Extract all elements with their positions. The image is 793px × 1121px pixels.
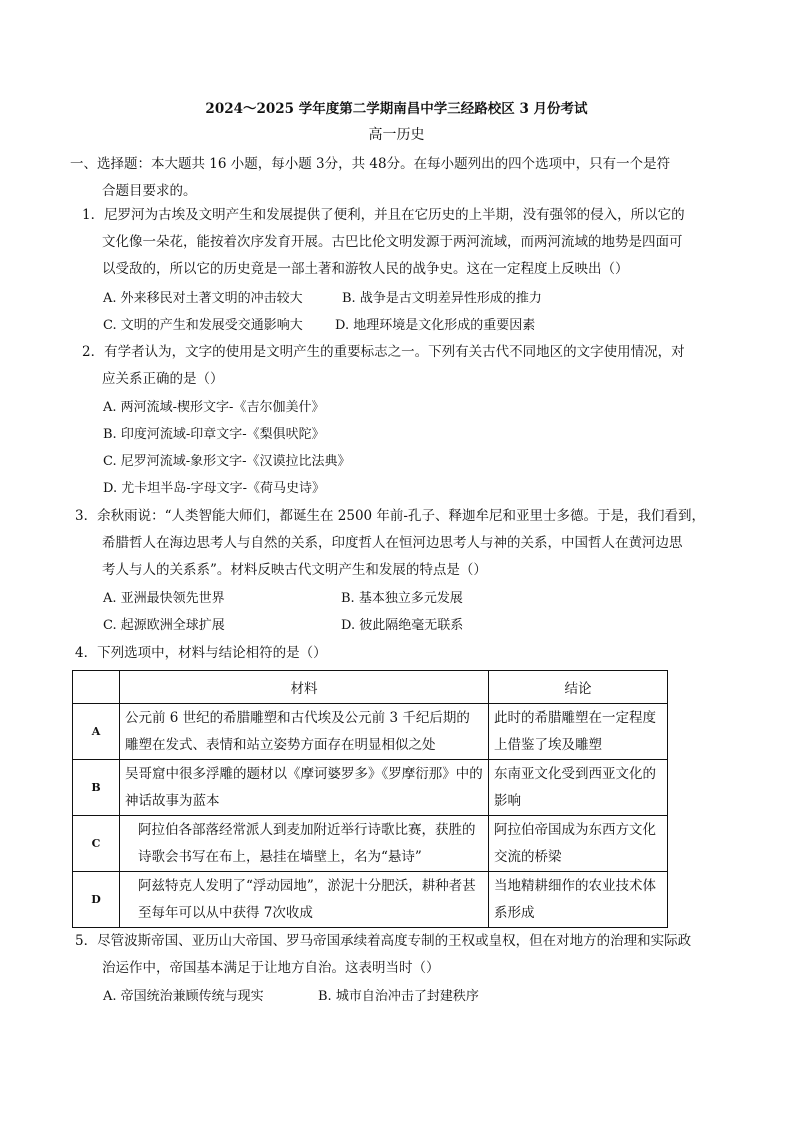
question-3	[75, 503, 725, 584]
q1-option-c[interactable]: C. 文明的产生和发展受交通影响大	[103, 318, 303, 333]
q4-row-conclusion: 东南亚文化受到西亚文化的影响	[489, 760, 668, 816]
q5-option-b[interactable]: B. 城市自治冲击了封建秩序	[318, 989, 479, 1004]
q4-stem: 4．下列选项中，材料与结论相符的是（）	[75, 645, 327, 661]
q4-table-header	[73, 671, 668, 704]
question-1	[82, 202, 732, 283]
table-row[interactable]	[73, 872, 668, 928]
q2-option-a[interactable]: A. 两河流域-楔形文字-《吉尔伽美什》	[103, 400, 325, 415]
q3-line2: 希腊哲人在海边思考人与自然的关系，印度哲人在恒河边思考人与神的关系，中国哲人在黄河边思	[102, 535, 683, 551]
question-2	[82, 339, 732, 393]
q3-option-b[interactable]: B. 基本独立多元发展	[341, 591, 463, 606]
q3-option-d[interactable]: D. 彼此隔绝毫无联系	[341, 618, 464, 633]
q4-row-material: 阿拉伯各部落经常派人到麦加附近举行诗歌比赛，获胜的诗歌会书写在布上，悬挂在墙壁上，名为“悬诗”	[120, 816, 489, 872]
q4-row-material: 阿兹特克人发明了“浮动园地”，淤泥十分肥沃，耕种者甚至每年可以从中获得 7次收成	[120, 872, 489, 928]
q4-table	[72, 670, 668, 928]
q4-row-label: C	[73, 816, 120, 872]
q4-row-label: A	[73, 704, 120, 760]
q1-line1: 1．尼罗河为古埃及文明产生和发展提供了便利，并且在它历史的上半期，没有强邻的侵入，所以它的	[82, 207, 685, 223]
q4-row-conclusion: 当地精耕细作的农业技术体系形成	[489, 872, 668, 928]
q1-option-b[interactable]: B. 战争是古文明差异性形成的推力	[342, 291, 542, 306]
q4-row-label: D	[73, 872, 120, 928]
table-row[interactable]	[73, 816, 668, 872]
q2-line1: 2．有学者认为，文字的使用是文明产生的重要标志之一。下列有关古代不同地区的文字使用情况，对	[82, 344, 685, 360]
section-heading-line2: 合题目要求的。	[102, 183, 197, 199]
q4-header-material: 材料	[120, 671, 489, 704]
q1-option-a[interactable]: A. 外来移民对土著文明的冲击较大	[103, 291, 303, 306]
q2-option-c[interactable]: C. 尼罗河流域-象形文字-《汉谟拉比法典》	[103, 454, 351, 469]
q4-header-conclusion: 结论	[489, 671, 668, 704]
q5-line1: 5．尽管波斯帝国、亚历山大帝国、罗马帝国承续着高度专制的王权或皇权，但在对地方的治理和实际政	[75, 933, 692, 949]
table-row[interactable]	[73, 704, 668, 760]
q3-option-a[interactable]: A. 亚洲最快领先世界	[103, 591, 225, 606]
q4-row-conclusion: 此时的希腊雕塑在一定程度上借鉴了埃及雕塑	[489, 704, 668, 760]
q2-option-d[interactable]: D. 尤卡坦半岛-字母文字-《荷马史诗》	[103, 481, 326, 496]
q3-line1: 3．余秋雨说：“人类智能大师们，都诞生在 2500 年前-孔子、释迦牟尼和亚里士多德。于是，我们看到，	[75, 508, 705, 524]
section-heading	[70, 151, 720, 205]
question-4	[75, 640, 725, 667]
q4-row-label: B	[73, 760, 120, 816]
q5-option-a[interactable]: A. 帝国统治兼顾传统与现实	[103, 989, 264, 1004]
q4-row-material: 吴哥窟中很多浮雕的题材以《摩诃婆罗多》《罗摩衍那》中的神话故事为蓝本	[120, 760, 489, 816]
section-heading-line1: 一、选择题：本大题共 16 小题，每小题 3分，共 48分。在每小题列出的四个选项中，只有一个是符	[70, 156, 671, 172]
exam-subject: 高一历史	[368, 127, 425, 143]
q1-line3: 以受敌的，所以它的历史竟是一部土著和游牧人民的战争史。这在一定程度上反映出（）	[102, 261, 629, 277]
q3-line3: 考人与人的关系系”。材料反映古代文明产生和发展的特点是（）	[102, 562, 487, 578]
q3-option-c[interactable]: C. 起源欧洲全球扩展	[103, 618, 225, 633]
q1-option-d[interactable]: D. 地理环境是文化形成的重要因素	[335, 318, 536, 333]
question-5	[75, 928, 725, 982]
q2-line2: 应关系正确的是（）	[102, 371, 224, 387]
q4-row-material: 公元前 6 世纪的希腊雕塑和古代埃及公元前 3 千纪后期的雕塑在发式、表情和站立姿势方面存在明显相似之处	[120, 704, 489, 760]
table-row[interactable]	[73, 760, 668, 816]
q4-row-conclusion: 阿拉伯帝国成为东西方文化交流的桥梁	[489, 816, 668, 872]
q4-header-blank	[73, 671, 120, 704]
q1-line2: 文化像一朵花，能按着次序发育开展。古巴比伦文明发源于两河流域，而两河流域的地势是四面可	[102, 234, 683, 250]
exam-title: 2024～2025 学年度第二学期南昌中学三经路校区 3 月份考试	[205, 101, 588, 117]
q5-line2: 治运作中，帝国基本满足于让地方自治。这表明当时（）	[102, 960, 440, 976]
q2-option-b[interactable]: B. 印度河流域-印章文字-《梨俱吠陀》	[103, 427, 325, 442]
